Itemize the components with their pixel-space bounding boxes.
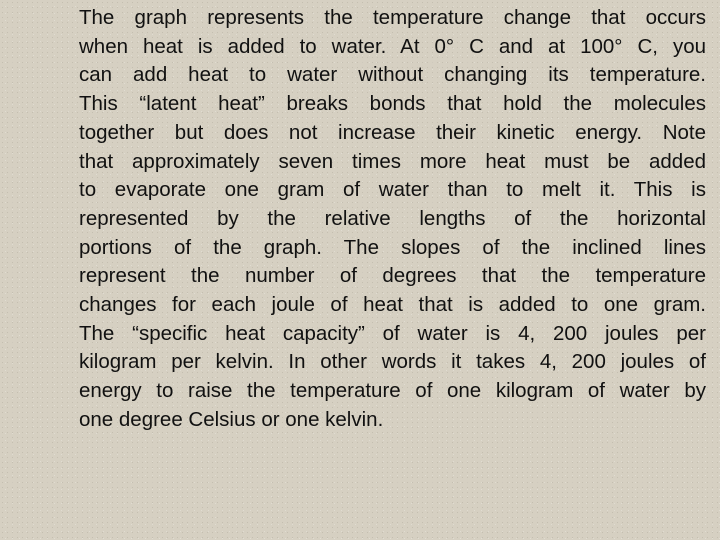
text-line: changes for each joule of heat that is added to one gram. [79, 293, 706, 317]
text-line: that approximately seven times more heat must be added [79, 149, 706, 173]
text-line: represent the number of degrees that the temperature [79, 264, 706, 288]
text-line: kilogram per kelvin. In other words it takes 4, 200 joules of [79, 350, 706, 374]
text-line: to evaporate one gram of water than to melt it. This is [79, 178, 706, 202]
text-line: The “specific heat capacity” of water is 4, 200 joules per [79, 321, 706, 345]
text-line: portions of the graph. The slopes of the inclined lines [79, 235, 706, 259]
text-line: This “latent heat” breaks bonds that hold the molecules [79, 92, 706, 116]
text-line: represented by the relative lengths of the horizontal [79, 206, 706, 230]
text-line: can add heat to water without changing its temperature. [79, 63, 706, 87]
text-line: one degree Celsius or one kelvin. [79, 407, 384, 431]
body-paragraph [79, 4, 706, 435]
text-line: together but does not increase their kinetic energy. Note [79, 120, 706, 144]
text-line: energy to raise the temperature of one kilogram of water by [79, 379, 706, 403]
text-line: when heat is added to water. At 0° C and at 100° C, you [79, 34, 706, 58]
text-line: The graph represents the temperature change that occurs [79, 6, 706, 29]
